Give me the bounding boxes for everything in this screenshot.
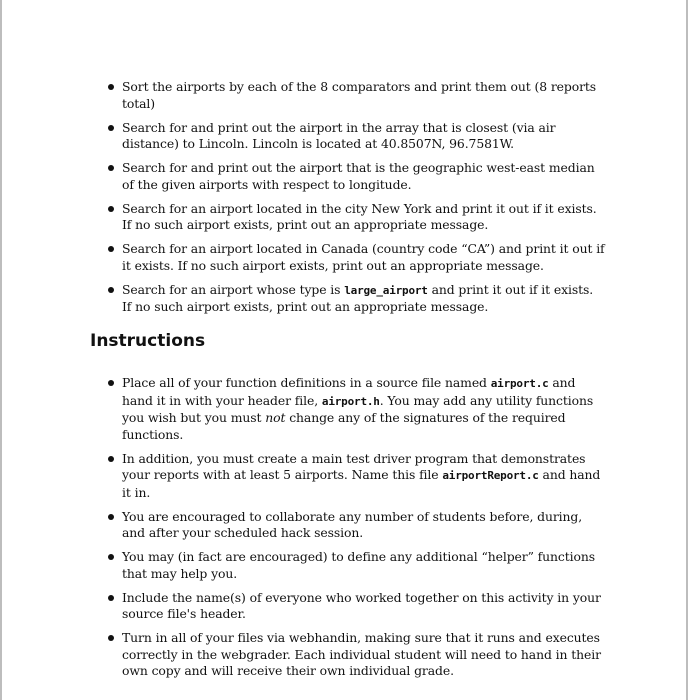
list-item-text-post: and print it out if it exists. If no such airport exists, print out an appropriate message. bbox=[122, 281, 594, 314]
bullet-icon bbox=[108, 165, 114, 171]
list-item-text: Search for an airport located in the city New York and print it out if it exists. If no such airport exists, print out an appropriate message. bbox=[122, 200, 597, 232]
section-title: Instructions bbox=[90, 331, 206, 351]
list-item-text-pre: In addition, you must create a main test driver program that demonstrates your reports with at least 5 airports. Name this file bbox=[122, 450, 586, 483]
bullet-icon bbox=[108, 554, 114, 560]
list-item-text-post: change any of the signatures of the required functions. bbox=[122, 410, 566, 442]
bullet-icon bbox=[108, 287, 114, 293]
bullet-icon bbox=[108, 206, 114, 212]
bullet-icon bbox=[108, 514, 114, 520]
list-item bbox=[106, 160, 606, 193]
bullet-icon bbox=[108, 635, 114, 641]
bullet-icon bbox=[108, 456, 114, 462]
inline-code: airport.c bbox=[490, 377, 549, 390]
list-item bbox=[106, 509, 606, 542]
list-item bbox=[106, 549, 606, 582]
inline-code: large_airport bbox=[344, 283, 428, 297]
list-item-text-pre: Place all of your function definitions in a source file named bbox=[122, 375, 491, 390]
bullet-icon bbox=[108, 125, 114, 131]
list-item bbox=[106, 282, 606, 316]
list-item bbox=[106, 120, 606, 153]
emphasis-text: not bbox=[265, 410, 286, 425]
list-item bbox=[106, 590, 606, 623]
list-item-text: Sort the airports by each of the 8 comparators and print them out (8 reports total) bbox=[122, 79, 597, 111]
list-item-text: Search for an airport located in Canada (country code “CA”) and print it out if it exists. If no such airport exists, print out an appropriate message. bbox=[122, 241, 605, 273]
bullet-icon bbox=[108, 246, 114, 252]
requirements-list bbox=[106, 79, 606, 323]
list-item-text-mid: . You may add any utility functions you wish but you must bbox=[122, 392, 594, 425]
list-item-text-post: and hand it in. bbox=[122, 467, 601, 500]
bullet-icon bbox=[108, 84, 114, 90]
instructions-list bbox=[106, 375, 606, 688]
list-item-text: Search for and print out the airport in the array that is closest (via air distance) to Lincoln. Lincoln is located at 40.8507N, 96.7581W. bbox=[122, 119, 556, 151]
inline-code: airport.h bbox=[321, 394, 380, 408]
list-item-text: Search for and print out the airport that is the geographic west-east median of the given airports with respect to longitude. bbox=[122, 160, 595, 192]
list-item bbox=[106, 241, 606, 274]
list-item bbox=[106, 630, 606, 680]
list-item bbox=[106, 201, 606, 234]
bullet-icon bbox=[108, 380, 114, 386]
inline-code: airportReport.c bbox=[442, 469, 539, 483]
list-item-text-mid: and hand it in with your header file, bbox=[122, 375, 576, 408]
list-item-text: You may (in fact are encouraged) to define any additional “helper” functions that may help you. bbox=[122, 549, 595, 581]
list-item bbox=[106, 451, 606, 502]
list-item-text: Turn in all of your files via webhandin, making sure that it runs and executes correctly in the webgrader. Each individual student will need to hand in their own copy and will receive their own individual grade. bbox=[122, 630, 601, 679]
list-item-text: You are encouraged to collaborate any number of students before, during, and after your scheduled hack session. bbox=[122, 508, 583, 541]
list-item-text-pre: Search for an airport whose type is bbox=[122, 281, 345, 297]
list-item-text: Include the name(s) of everyone who worked together on this activity in your source file's header. bbox=[122, 589, 601, 622]
list-item bbox=[106, 79, 606, 112]
bullet-icon bbox=[108, 595, 114, 601]
list-item bbox=[106, 375, 606, 443]
